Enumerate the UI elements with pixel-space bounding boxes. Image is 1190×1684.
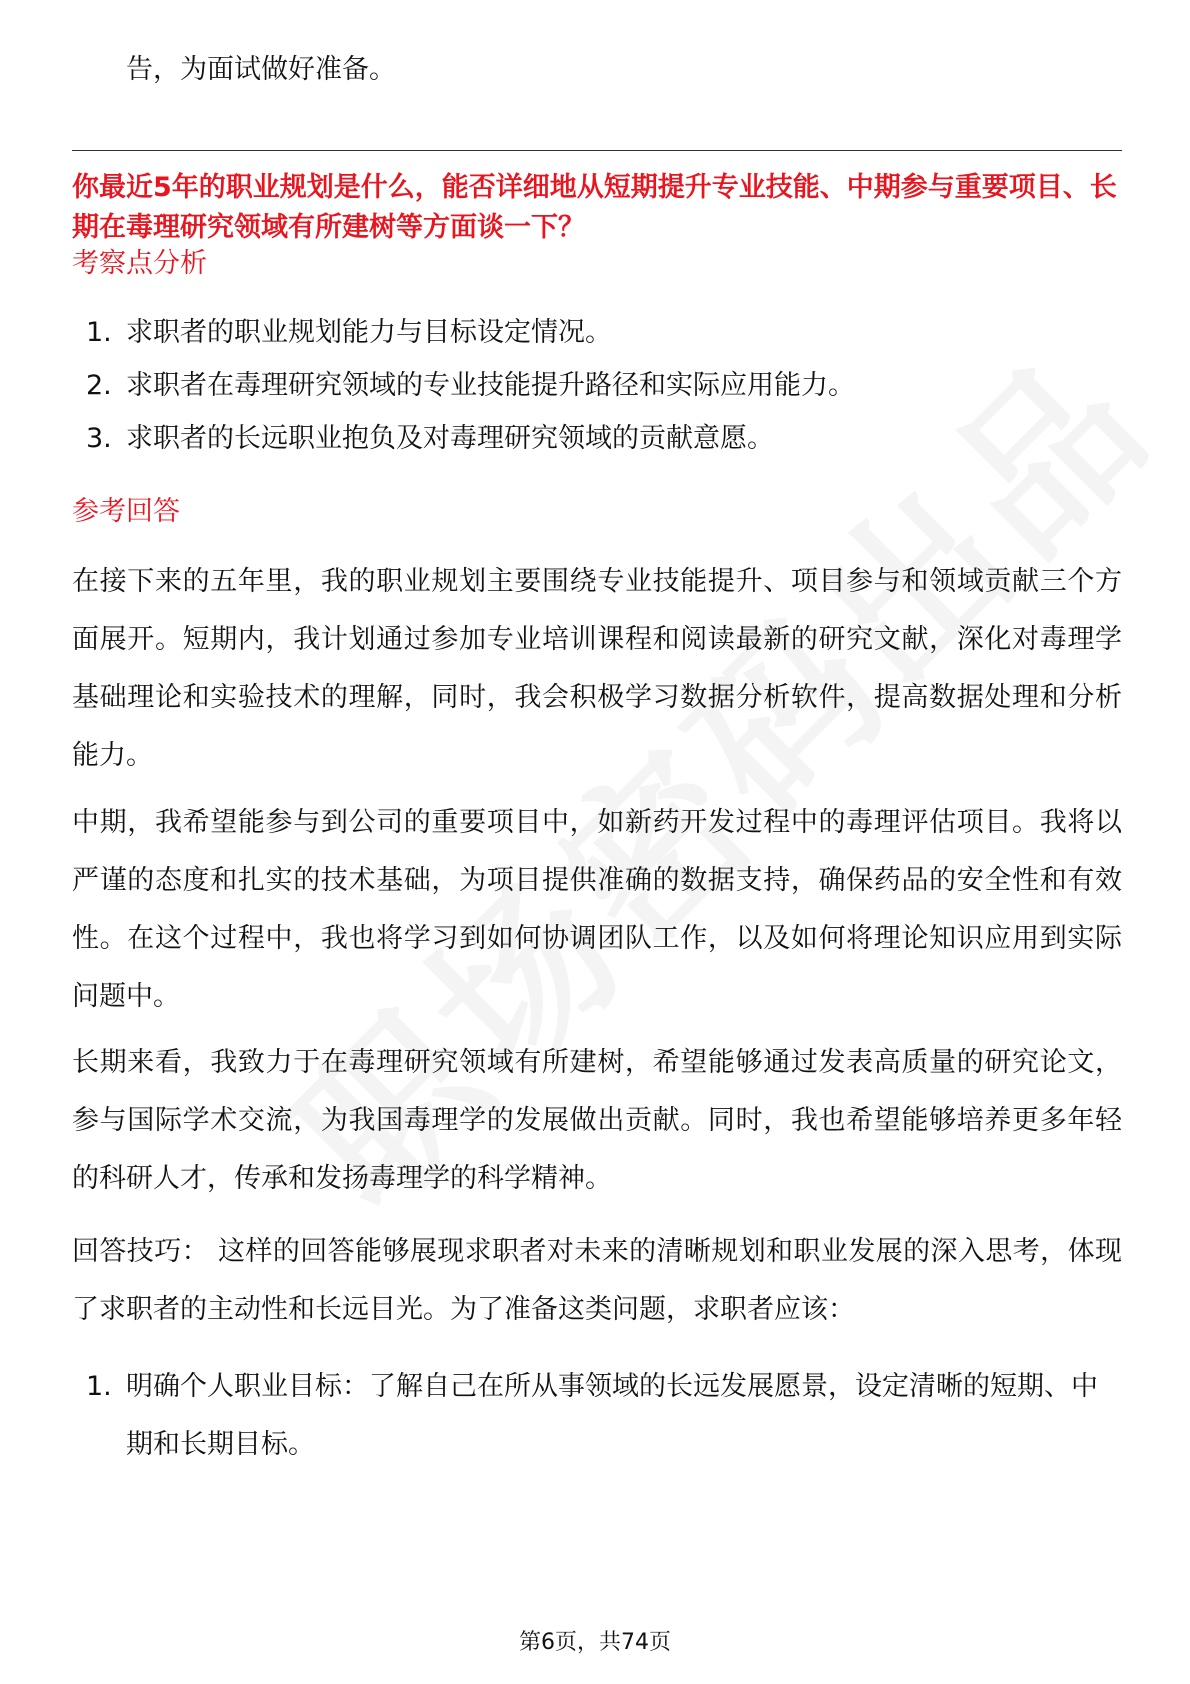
page-number: 第6页，共74页 (519, 1630, 671, 1655)
continuation-text: 告，为面试做好准备。 (126, 54, 396, 85)
tips-list (72, 1358, 1122, 1474)
answer-title: 参考回答 (72, 496, 180, 527)
list-item-number: 1. (86, 1371, 112, 1402)
divider (72, 150, 1122, 151)
list-item-number: 3. (86, 423, 112, 454)
list-item (72, 313, 1122, 353)
answer-paragraph: 在接下来的五年里，我的职业规划主要围绕专业技能提升、项目参与和领域贡献三个方面展开。短期内，我计划通过参加专业培训课程和阅读最新的研究文献，深化对毒理学基础理论和实验技术的理解，同时，我会积极学习数据分析软件，提高数据处理和分析能力。 (72, 566, 1122, 771)
list-item-number: 1. (86, 317, 112, 348)
analysis-title: 考察点分析 (72, 248, 207, 279)
list-item-text: 求职者的长远职业抱负及对毒理研究领域的贡献意愿。 (126, 423, 774, 454)
question-heading: 你最近5年的职业规划是什么，能否详细地从短期提升专业技能、中期参与重要项目、长期在毒理研究领域有所建树等方面谈一下？ (72, 172, 1117, 243)
analysis-list (72, 313, 1122, 459)
list-item (72, 1358, 1122, 1474)
list-item (72, 366, 1122, 406)
list-item-text: 求职者的职业规划能力与目标设定情况。 (126, 317, 612, 348)
list-item (72, 419, 1122, 459)
list-item-text: 明确个人职业目标：了解自己在所从事领域的长远发展愿景，设定清晰的短期、中期和长期目标。 (126, 1371, 1098, 1460)
list-item-text: 求职者在毒理研究领域的专业技能提升路径和实际应用能力。 (126, 370, 855, 401)
tips-intro: 回答技巧： 这样的回答能够展现求职者对未来的清晰规划和职业发展的深入思考，体现了求职者的主动性和长远目光。为了准备这类问题，求职者应该： (72, 1236, 1122, 1325)
answer-paragraph: 中期，我希望能参与到公司的重要项目中，如新药开发过程中的毒理评估项目。我将以严谨的态度和扎实的技术基础，为项目提供准确的数据支持，确保药品的安全性和有效性。在这个过程中，我也将学习到如何协调团队工作，以及如何将理论知识应用到实际问题中。 (72, 807, 1122, 1012)
list-item-number: 2. (86, 370, 112, 401)
answer-paragraph: 长期来看，我致力于在毒理研究领域有所建树，希望能够通过发表高质量的研究论文，参与国际学术交流，为我国毒理学的发展做出贡献。同时，我也希望能够培养更多年轻的科研人才，传承和发扬毒理学的科学精神。 (72, 1047, 1122, 1194)
